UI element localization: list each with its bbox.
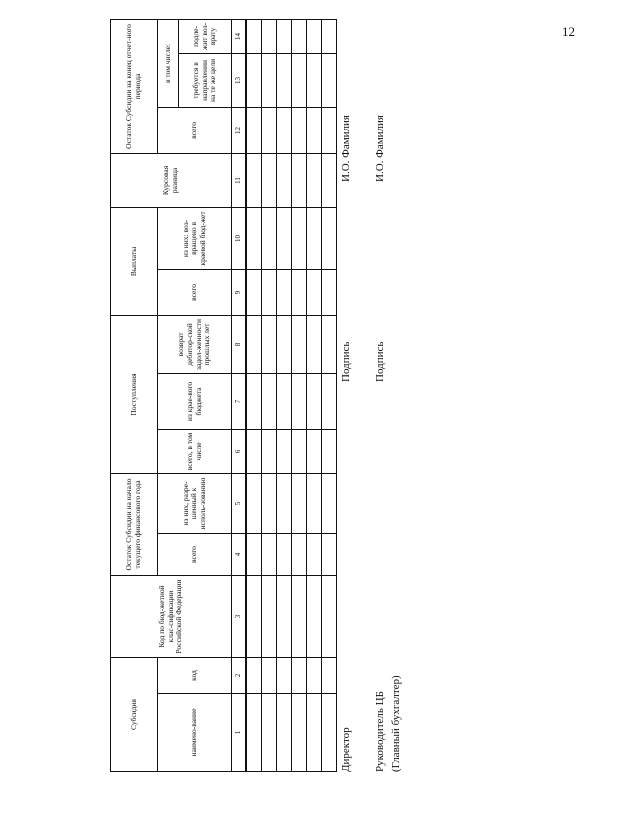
table-cell[interactable]: [262, 19, 277, 53]
column-number: 13: [232, 53, 247, 107]
table-cell[interactable]: [292, 315, 307, 373]
table-cell[interactable]: [307, 534, 322, 576]
table-cell[interactable]: [322, 429, 337, 473]
header-receipts-return: возврат дебитор-ской задол-женности прошлых лет: [158, 315, 232, 373]
table-cell[interactable]: [277, 53, 292, 107]
header-balance-end-total: всего: [158, 107, 232, 153]
table-cell[interactable]: [322, 315, 337, 373]
director-name: И.О. Фамилия: [340, 115, 352, 182]
column-number: 7: [232, 373, 247, 429]
column-number: 6: [232, 429, 247, 473]
table-cell[interactable]: [277, 207, 292, 269]
table-cell[interactable]: [292, 473, 307, 533]
column-number: 2: [232, 658, 247, 694]
table-cell[interactable]: [262, 269, 277, 315]
accountant-role: Руководитель ЦБ: [374, 691, 386, 772]
table-cell[interactable]: [292, 269, 307, 315]
table-cell[interactable]: [322, 534, 337, 576]
column-number: 11: [232, 153, 247, 207]
table-cell[interactable]: [262, 473, 277, 533]
table-cell[interactable]: [292, 429, 307, 473]
subsidy-report-table: [110, 22, 300, 772]
column-number: 3: [232, 576, 247, 658]
header-subsidy-code: код: [158, 658, 232, 694]
table-cell[interactable]: [246, 269, 262, 315]
table-cell[interactable]: [277, 107, 292, 153]
table-cell[interactable]: [307, 153, 322, 207]
table-cell[interactable]: [262, 534, 277, 576]
table-cell[interactable]: [277, 473, 292, 533]
header-receipts-regional: из крае-вого бюджета: [158, 373, 232, 429]
table-cell[interactable]: [292, 19, 307, 53]
table-cell[interactable]: [292, 694, 307, 772]
accountant-name: И.О. Фамилия: [374, 115, 386, 182]
table-cell[interactable]: [246, 153, 262, 207]
header-balance-end: Остаток Субсидии на конец отчет-ного периода: [111, 19, 158, 153]
table-cell[interactable]: [246, 207, 262, 269]
column-number-row: [232, 19, 247, 771]
header-exchange-diff: Курсовая разница: [111, 153, 232, 207]
table-row: [262, 19, 277, 771]
table-cell[interactable]: [246, 694, 262, 772]
column-number: 8: [232, 315, 247, 373]
table-cell[interactable]: [262, 153, 277, 207]
table-cell[interactable]: [307, 473, 322, 533]
table-cell[interactable]: [292, 658, 307, 694]
table-cell[interactable]: [246, 107, 262, 153]
table-row: [246, 19, 262, 771]
header-balance-start-total: всего: [158, 534, 232, 576]
header-balance-end-required: требуется в направлении на те же цели: [179, 53, 232, 107]
table-cell[interactable]: [307, 576, 322, 658]
column-number: 5: [232, 473, 247, 533]
table-cell[interactable]: [246, 373, 262, 429]
header-balance-end-return: подле-жит воз-врату: [179, 19, 232, 53]
table-cell[interactable]: [277, 534, 292, 576]
table-cell[interactable]: [262, 373, 277, 429]
column-number: 9: [232, 269, 247, 315]
header-subsidy-name: наимено-вание: [158, 694, 232, 772]
table-cell[interactable]: [307, 207, 322, 269]
table-cell[interactable]: [246, 658, 262, 694]
table-cell[interactable]: [322, 53, 337, 107]
table-cell[interactable]: [322, 19, 337, 53]
table-row: [322, 19, 337, 771]
table-cell[interactable]: [322, 373, 337, 429]
header-budget-code: Код по бюд-жетной клас-сификации Российской Федерации: [111, 576, 232, 658]
header-balance-start: Остаток Субсидии на начало текущего финансового года: [111, 473, 158, 575]
header-payments-returned: из них: воз-вращено в краевой бюд-жет: [158, 207, 232, 269]
header-payments: Выплаты: [111, 207, 158, 315]
table-cell[interactable]: [262, 315, 277, 373]
table-cell[interactable]: [322, 694, 337, 772]
table-cell[interactable]: [292, 534, 307, 576]
table-cell[interactable]: [307, 19, 322, 53]
header-receipts: Поступления: [111, 315, 158, 473]
director-signature[interactable]: Подпись: [340, 341, 352, 382]
table-cell[interactable]: [322, 473, 337, 533]
table-cell[interactable]: [292, 373, 307, 429]
table-cell[interactable]: [246, 53, 262, 107]
column-number: 1: [232, 694, 247, 772]
column-number: 10: [232, 207, 247, 269]
table-cell[interactable]: [307, 658, 322, 694]
table-cell[interactable]: [246, 534, 262, 576]
table-cell[interactable]: [262, 694, 277, 772]
table-cell[interactable]: [307, 315, 322, 373]
table-cell[interactable]: [277, 694, 292, 772]
table-cell[interactable]: [262, 53, 277, 107]
table-cell[interactable]: [277, 269, 292, 315]
accountant-signature[interactable]: Подпись: [374, 341, 386, 382]
table-cell[interactable]: [292, 107, 307, 153]
page-number: 12: [562, 24, 575, 39]
table-cell[interactable]: [322, 658, 337, 694]
director-role: Директор: [340, 727, 352, 772]
header-receipts-total: всего, в том числе: [158, 429, 232, 473]
table-cell[interactable]: [307, 269, 322, 315]
table-cell[interactable]: [262, 107, 277, 153]
table-cell[interactable]: [277, 153, 292, 207]
rotated-form-sheet: [110, 22, 620, 772]
table-cell[interactable]: [246, 429, 262, 473]
signature-block: [340, 60, 420, 772]
table-row: [307, 19, 322, 771]
table-cell[interactable]: [307, 694, 322, 772]
table-cell[interactable]: [246, 473, 262, 533]
header-subsidy: Субсидия: [111, 658, 158, 772]
table-cell[interactable]: [277, 658, 292, 694]
table-cell[interactable]: [246, 315, 262, 373]
table-cell[interactable]: [307, 373, 322, 429]
column-number: 4: [232, 534, 247, 576]
table-cell[interactable]: [277, 19, 292, 53]
table-cell[interactable]: [277, 576, 292, 658]
table-row: [292, 19, 307, 771]
table-cell[interactable]: [262, 576, 277, 658]
table-cell[interactable]: [277, 315, 292, 373]
header-balance-start-permitted: из них, разре-шенный к исполь-зованию: [158, 473, 232, 533]
table-cell[interactable]: [322, 269, 337, 315]
table-cell[interactable]: [307, 53, 322, 107]
table-cell[interactable]: [277, 373, 292, 429]
table-row: [277, 19, 292, 771]
table-cell[interactable]: [246, 19, 262, 53]
table-cell[interactable]: [292, 53, 307, 107]
header-balance-end-including: в том числе:: [158, 19, 179, 107]
accountant-role-sub: (Главный бухгалтер): [390, 675, 402, 772]
table-cell[interactable]: [322, 576, 337, 658]
table-cell[interactable]: [322, 107, 337, 153]
table-cell[interactable]: [307, 429, 322, 473]
table-cell[interactable]: [277, 429, 292, 473]
table-cell[interactable]: [292, 153, 307, 207]
table-cell[interactable]: [322, 207, 337, 269]
table-cell[interactable]: [262, 207, 277, 269]
table-cell[interactable]: [292, 576, 307, 658]
column-number: 14: [232, 19, 247, 53]
table-cell[interactable]: [322, 153, 337, 207]
header-payments-total: всего: [158, 269, 232, 315]
table-cell[interactable]: [262, 658, 277, 694]
column-number: 12: [232, 107, 247, 153]
table-cell[interactable]: [292, 207, 307, 269]
table-cell[interactable]: [307, 107, 322, 153]
table-cell[interactable]: [262, 429, 277, 473]
table-cell[interactable]: [246, 576, 262, 658]
